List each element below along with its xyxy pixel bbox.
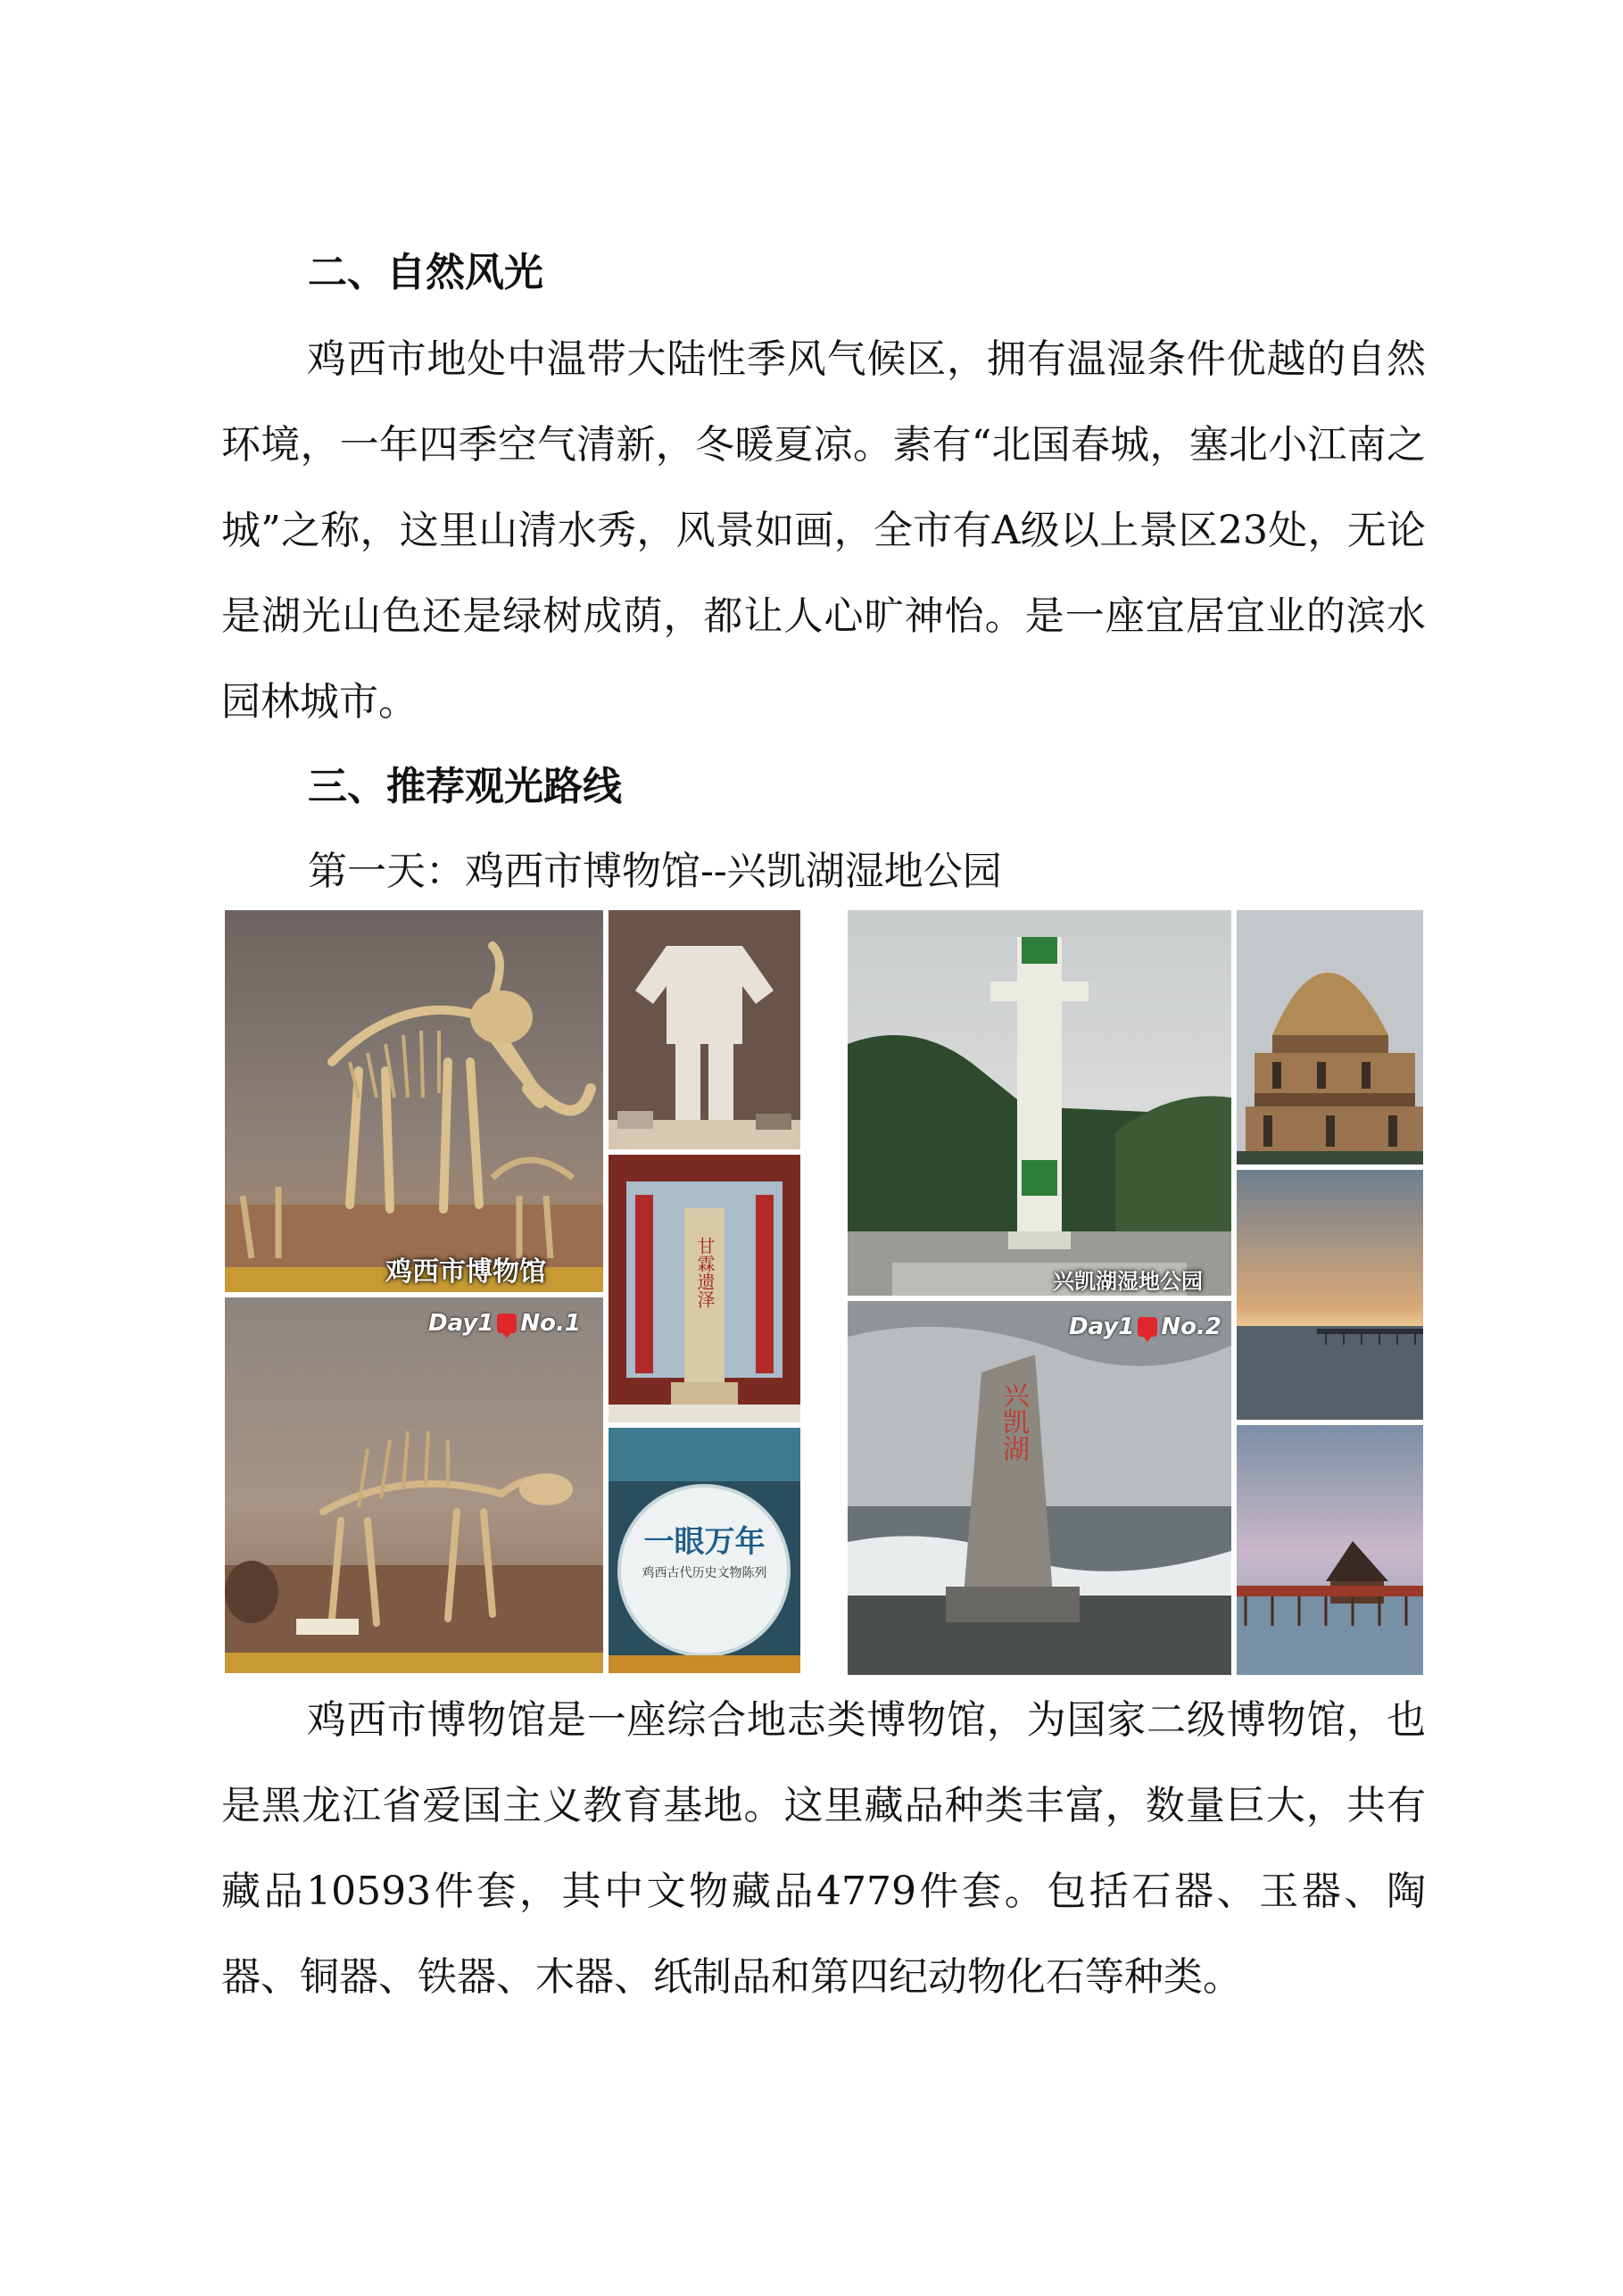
rhino-skeleton-photo (225, 1297, 603, 1673)
stone-inscription: 兴凯湖 (998, 1381, 1029, 1462)
day-badge-number: No.2 (1161, 1314, 1221, 1340)
museum-caption: 鸡西市博物馆 (385, 1256, 546, 1288)
plaque-title: 一眼万年 (643, 1524, 766, 1560)
day-badge-label: Day1 (428, 1310, 494, 1337)
day1-badge-no1 (428, 1310, 581, 1337)
day-badge-label: Day1 (1069, 1314, 1135, 1340)
column-inscription: 甘霖遗泽 (694, 1237, 716, 1308)
section-heading-nature: 二、自然风光 (308, 250, 543, 295)
memorial-column-photo (609, 1155, 800, 1422)
lake-photo-collage (848, 910, 1423, 1675)
xingkai-lake-stone-photo (848, 1301, 1231, 1675)
lakeside-pavilion-photo (1237, 1425, 1423, 1675)
costume-exhibit-photo (609, 910, 800, 1149)
day1-badge-no2 (1069, 1314, 1221, 1340)
sunset-pier-photo (1237, 1170, 1423, 1420)
totem-pole-photo (848, 910, 1231, 1296)
lake-caption: 兴凯湖湿地公园 (1053, 1269, 1203, 1294)
museum-paragraph: 鸡西市博物馆是一座综合地志类博物馆，为国家二级博物馆，也是黑龙江省爱国主义教育基地。这里藏品种类丰富，数量巨大，共有藏品10593件套，其中文物藏品4779件套。包括石器、玉器、陶器、铜器、铁器、木器、纸制品和第四纪动物化石等种类。 (221, 1697, 1426, 2000)
mammoth-skeleton-photo (225, 910, 603, 1292)
plaque-subtitle: 鸡西古代历史文物陈列 (642, 1566, 767, 1580)
nature-paragraph: 鸡西市地处中温带大陆性季风气候区，拥有温湿条件优越的自然环境，一年四季空气清新，冬暖夏凉。素有“北国春城，塞北小江南之城”之称，这里山清水秀，风景如画，全市有A级以上景区23处，无论是湖光山色还是绿树成荫，都让人心旷神怡。是一座宜居宜业的滨水园林城市。 (221, 336, 1426, 725)
observation-tower-photo (1237, 910, 1423, 1165)
location-pin-icon (1138, 1317, 1157, 1337)
day1-route-title: 第一天：鸡西市博物馆--兴凯湖湿地公园 (308, 849, 1002, 894)
location-pin-icon (497, 1314, 517, 1333)
exhibition-plaque-photo (609, 1428, 800, 1673)
museum-photo-collage (225, 910, 800, 1673)
day-badge-number: No.1 (520, 1310, 581, 1337)
section-heading-routes: 三、推荐观光路线 (308, 764, 622, 809)
